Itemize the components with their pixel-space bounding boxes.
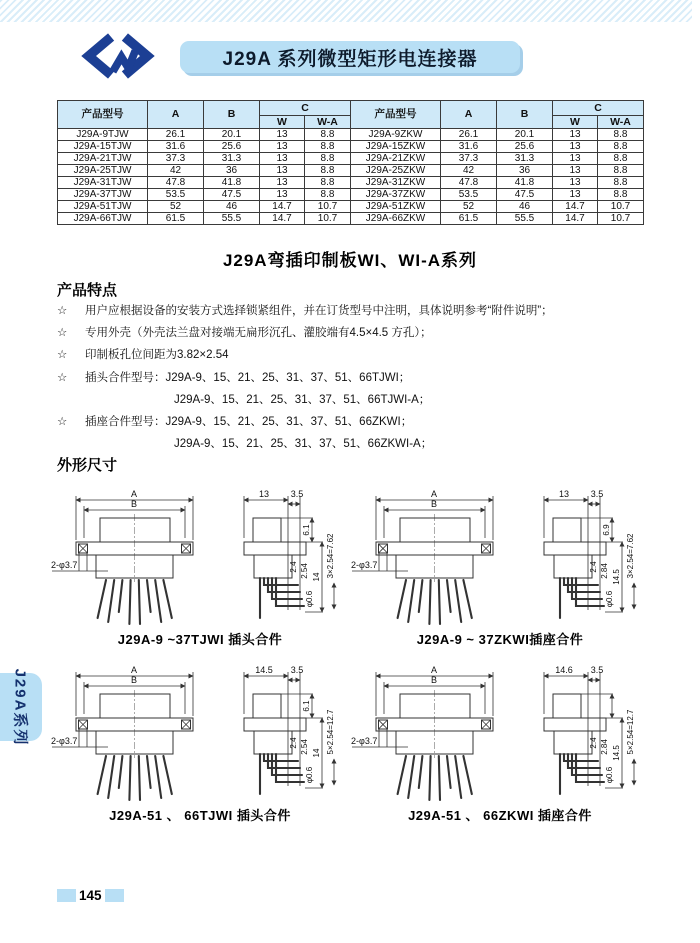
cell-wa: 8.8 [598,177,644,189]
cell-wa: 8.8 [305,141,351,153]
dim-label-width2: 3.5 [590,489,604,499]
cell-model: J29A-9ZKW [351,129,441,141]
page-number-value: 145 [79,888,102,903]
drawing-caption: J29A-9 ~ 37ZKWI插座合件 [416,632,584,647]
dim-label-pin-diameter: φ0.6 [305,766,314,784]
feature-item-continuation [57,389,667,411]
page-title: J29A 系列微型矩形电连接器 [180,41,520,73]
dim-label-A: A [430,489,438,499]
cell-a: 37.3 [148,153,204,165]
front-view [51,489,193,624]
col-header-w: W [553,116,598,129]
cell-b: 46 [204,201,260,213]
star-icon: ☆ [57,371,68,384]
cell-model: J29A-15TJW [58,141,148,153]
technical-drawing [50,658,348,804]
feature-item [57,300,667,322]
outline-dimensions-heading: 外形尺寸 [57,457,118,474]
cell-w: 13 [260,165,305,177]
dim-label-pitch: 3×2.54=7.62 [626,533,635,579]
dim-label-width2: 3.5 [290,489,304,499]
table-row [58,141,351,153]
table-row [58,189,351,201]
table-row [58,177,351,189]
cell-w: 14.7 [553,213,598,225]
dim-label-pitch: 5×2.54=12.7 [326,709,335,755]
side-view [244,665,335,794]
dim-label-r2: 2.4 [589,737,598,749]
cell-w: 13 [553,153,598,165]
cell-w: 14.7 [260,213,305,225]
technical-drawing [350,658,648,804]
side-view [244,489,335,618]
front-view [351,665,493,800]
header-hatch-band [0,0,692,22]
cell-a: 31.6 [441,141,497,153]
dim-label-r4: 14 [312,748,321,758]
cell-wa: 10.7 [598,213,644,225]
dim-label-B: B [130,675,138,685]
cell-model: J29A-51TJW [58,201,148,213]
cell-b: 47.5 [497,189,553,201]
dim-label-r1: 6.9 [602,524,611,536]
feature-text: 插头合件型号：J29A-9、15、21、25、31、37、51、66TJWI； [85,371,411,384]
cell-b: 47.5 [204,189,260,201]
dim-label-r4: 14.5 [612,569,621,585]
col-header-model: 产品型号 [58,101,148,129]
dim-label-width1: 13 [258,489,270,499]
dim-label-r1: 6.1 [302,524,311,536]
col-header-c: C [260,101,351,116]
connector-drawing [50,658,350,834]
page-number-left-block [57,889,76,902]
drawing-caption: J29A-51 、 66TJWI 插头合件 [109,808,291,823]
table-row [351,165,644,177]
cell-b: 36 [497,165,553,177]
cell-wa: 8.8 [305,165,351,177]
col-header-b: B [497,101,553,129]
outline-drawings [50,482,650,834]
cell-w: 13 [553,141,598,153]
front-view [351,489,493,624]
dim-label-r2: 2.4 [289,737,298,749]
dim-label-A: A [130,665,138,675]
cell-wa: 10.7 [305,213,351,225]
cell-b: 25.6 [204,141,260,153]
feature-text: 印制板孔位间距为3.82×2.54 [85,349,229,362]
cell-b: 41.8 [204,177,260,189]
dim-label-r1: 6.1 [302,700,311,712]
col-header-b: B [204,101,260,129]
dim-label-mounting-hole: 2-φ3.7 [351,736,378,746]
dim-label-r3: 2.54 [300,739,309,755]
cell-model: J29A-15ZKW [351,141,441,153]
feature-text: J29A-9、15、21、25、31、37、51、66TJWI-A； [174,393,431,406]
cell-model: J29A-25TJW [58,165,148,177]
cell-model: J29A-31ZKW [351,177,441,189]
connector-drawing [50,482,350,658]
table-row [58,213,351,225]
cell-w: 13 [553,177,598,189]
cell-model: J29A-9TJW [58,129,148,141]
cell-w: 13 [260,153,305,165]
table-row [351,189,644,201]
cell-wa: 8.8 [305,189,351,201]
cell-wa: 8.8 [598,189,644,201]
dim-label-width1: 14.5 [255,665,273,675]
table-row [58,129,351,141]
cell-w: 14.7 [260,201,305,213]
sidebar-series-tab [0,668,42,746]
cell-wa: 8.8 [598,153,644,165]
spec-table [57,100,644,225]
cell-model: J29A-21ZKW [351,153,441,165]
cell-model: J29A-37ZKW [351,189,441,201]
table-row [351,213,644,225]
dim-label-width2: 3.5 [290,665,304,675]
feature-item-continuation [57,433,667,455]
cell-wa: 8.8 [305,177,351,189]
cell-wa: 8.8 [305,129,351,141]
col-header-a: A [441,101,497,129]
cell-model: J29A-37TJW [58,189,148,201]
feature-item [57,367,667,389]
table-row [351,177,644,189]
connector-drawing [350,658,650,834]
cell-w: 13 [260,189,305,201]
dim-label-pitch: 5×2.54=12.7 [626,709,635,755]
table-row [58,165,351,177]
col-header-wa: W-A [598,116,644,129]
cell-a: 26.1 [441,129,497,141]
col-header-a: A [148,101,204,129]
spec-table-left [57,100,351,225]
sidebar-tab-label: J29A系列 [11,668,29,746]
cell-model: J29A-25ZKW [351,165,441,177]
table-row [58,153,351,165]
cell-w: 13 [260,177,305,189]
cell-b: 46 [497,201,553,213]
cell-wa: 10.7 [598,201,644,213]
dim-label-B: B [130,499,138,509]
dim-label-r4: 14.5 [612,745,621,761]
cell-b: 20.1 [204,129,260,141]
dim-label-r3: 2.84 [600,563,609,579]
dim-label-mounting-hole: 2-φ3.7 [51,560,78,570]
cell-a: 52 [148,201,204,213]
front-view [51,665,193,800]
feature-text: 专用外壳（外壳法兰盘对接端无扁形沉孔、灌胶端有4.5×4.5 方孔）； [85,327,432,340]
col-header-wa: W-A [305,116,351,129]
cell-a: 53.5 [441,189,497,201]
dim-label-r2: 2.4 [589,561,598,573]
cell-w: 13 [553,129,598,141]
side-view [544,489,635,618]
features-heading: 产品特点 [57,282,118,299]
dim-label-B: B [430,499,438,509]
cell-a: 61.5 [441,213,497,225]
cell-w: 13 [260,129,305,141]
brand-logo [70,28,166,89]
cell-model: J29A-51ZKW [351,201,441,213]
page-number [57,888,124,903]
dim-label-width1: 14.6 [555,665,573,675]
feature-item [57,411,667,433]
table-row [351,141,644,153]
dim-label-mounting-hole: 2-φ3.7 [51,736,78,746]
star-icon: ☆ [57,416,68,429]
cell-a: 47.8 [148,177,204,189]
brand-logo-icon [80,30,156,82]
dim-label-mounting-hole: 2-φ3.7 [351,560,378,570]
dim-label-r2: 2.4 [289,561,298,573]
col-header-model: 产品型号 [351,101,441,129]
side-view [544,665,635,794]
dim-label-r4: 14 [312,572,321,582]
table-row [58,201,351,213]
star-icon: ☆ [57,327,68,340]
cell-wa: 8.8 [598,141,644,153]
dim-label-width1: 13 [558,489,570,499]
table-row [351,153,644,165]
col-header-c: C [553,101,644,116]
cell-b: 41.8 [497,177,553,189]
cell-model: J29A-31TJW [58,177,148,189]
cell-wa: 8.8 [598,165,644,177]
cell-b: 25.6 [497,141,553,153]
cell-wa: 10.7 [305,201,351,213]
cell-b: 36 [204,165,260,177]
cell-b: 31.3 [204,153,260,165]
dim-label-pin-diameter: φ0.6 [305,590,314,608]
page-number-right-block [105,889,124,902]
star-icon: ☆ [57,349,68,362]
table-row [351,129,644,141]
star-icon: ☆ [57,305,68,317]
cell-b: 55.5 [497,213,553,225]
technical-drawing [50,482,348,628]
dim-label-pin-diameter: φ0.6 [605,766,614,784]
cell-a: 53.5 [148,189,204,201]
feature-item [57,322,667,344]
cell-w: 13 [260,141,305,153]
table-row [351,201,644,213]
drawing-caption: J29A-51 、 66ZKWI 插座合件 [408,808,592,823]
cell-b: 31.3 [497,153,553,165]
cell-a: 42 [441,165,497,177]
cell-model: J29A-66ZKW [351,213,441,225]
cell-w: 13 [553,189,598,201]
cell-a: 42 [148,165,204,177]
dim-label-width2: 3.5 [590,665,604,675]
cell-a: 52 [441,201,497,213]
feature-item [57,344,667,366]
cell-a: 37.3 [441,153,497,165]
cell-wa: 8.8 [598,129,644,141]
spec-table-right [350,100,644,225]
cell-a: 31.6 [148,141,204,153]
cell-w: 13 [553,165,598,177]
dim-label-r3: 2.54 [300,563,309,579]
features-list [57,300,667,455]
feature-text: 插座合件型号：J29A-9、15、21、25、31、37、51、66ZKWI； [85,416,413,429]
cell-w: 14.7 [553,201,598,213]
cell-a: 61.5 [148,213,204,225]
dim-label-A: A [430,665,438,675]
feature-text: J29A-9、15、21、25、31、37、51、66ZKWI-A； [174,438,433,451]
cell-a: 47.8 [441,177,497,189]
cell-b: 20.1 [497,129,553,141]
dim-label-pin-diameter: φ0.6 [605,590,614,608]
dim-label-B: B [430,675,438,685]
dim-label-r3: 2.84 [600,739,609,755]
technical-drawing [350,482,648,628]
cell-model: J29A-21TJW [58,153,148,165]
connector-drawing [350,482,650,658]
cell-model: J29A-66TJW [58,213,148,225]
section-title: J29A弯插印制板WI、WI-A系列 [222,251,478,270]
cell-wa: 8.8 [305,153,351,165]
cell-a: 26.1 [148,129,204,141]
feature-text: 用户应根据设备的安装方式选择锁紧组件，并在订货型号中注明，具体说明参考“附件说明”； [85,305,553,317]
dim-label-A: A [130,489,138,499]
col-header-w: W [260,116,305,129]
dim-label-pitch: 3×2.54=7.62 [326,533,335,579]
drawing-caption: J29A-9 ~37TJWI 插头合件 [117,632,283,647]
cell-b: 55.5 [204,213,260,225]
